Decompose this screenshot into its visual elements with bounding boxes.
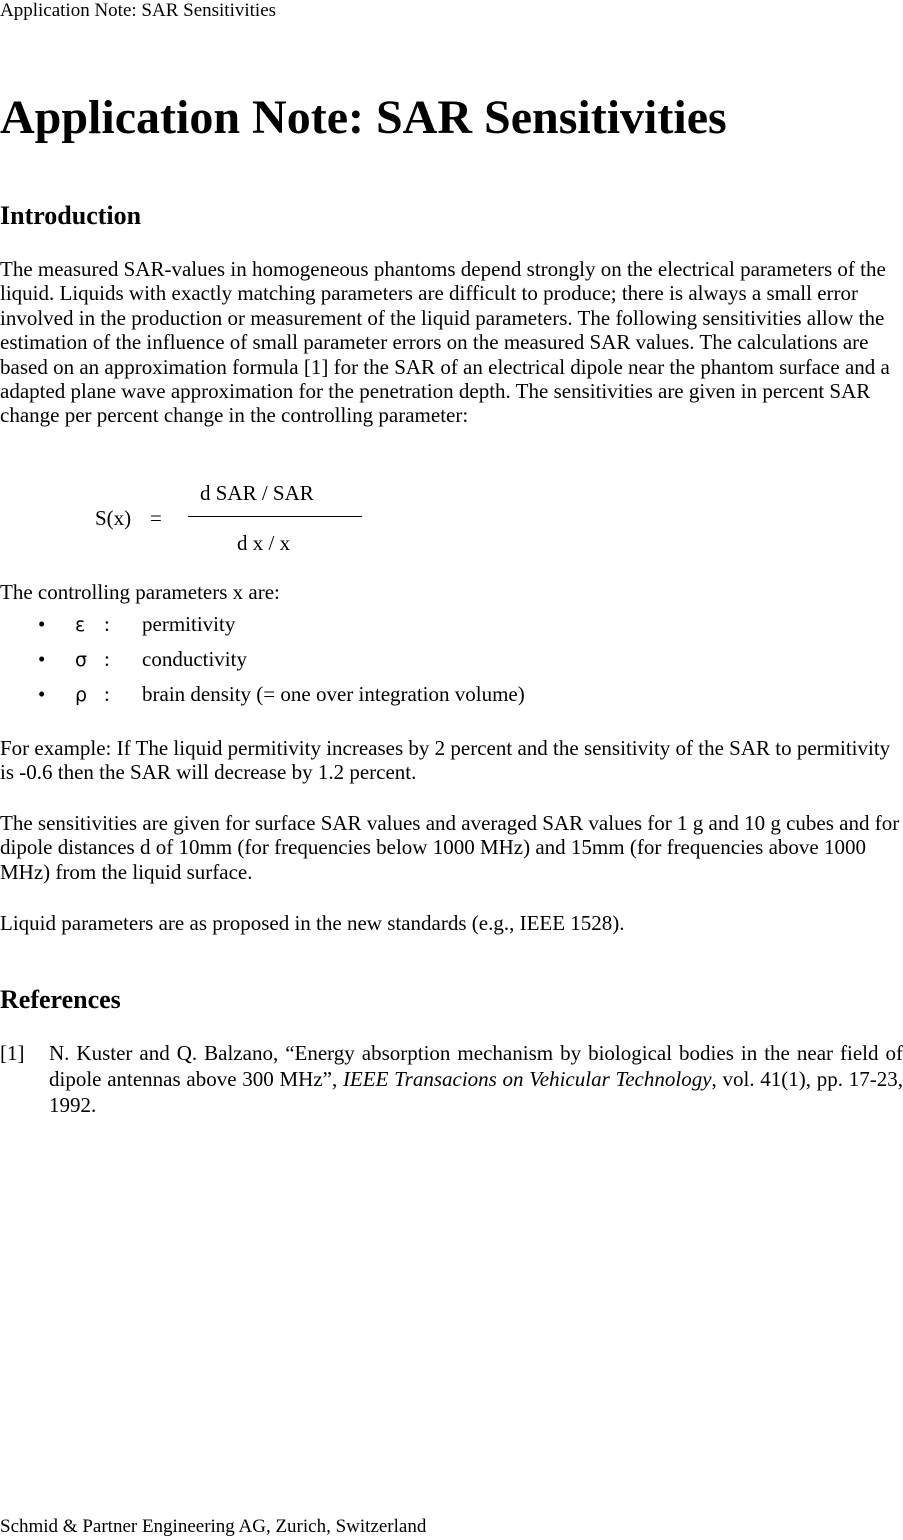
bullet-icon: • [38, 682, 46, 706]
epsilon-symbol: ε [75, 614, 86, 636]
list-item [0, 612, 903, 647]
sensitivities-paragraph: The sensitivities are given for surface SAR values and averaged SAR values for 1 g and 10 g cubes and for dipole distances d of 10mm (for frequencies below 1000 MHz) and 15mm (for frequencies above 1000 MHz) from the liquid surface. [0, 811, 900, 884]
list-colon: : [104, 612, 110, 636]
parameter-label: brain density (= one over integration volume) [142, 682, 525, 706]
reference-details: , vol. 41(1), pp. 17-23, 1992. [49, 1067, 903, 1117]
page-footer: Schmid & Partner Engineering AG, Zurich, Switzerland [0, 1516, 427, 1537]
rho-symbol: ρ [75, 684, 88, 706]
running-header: Application Note: SAR Sensitivities [0, 0, 277, 21]
introduction-paragraph: The measured SAR-values in homogeneous phantoms depend strongly on the electrical parameters of the liquid. Liquids with exactly matching parameters are difficult to produce; there is always a small error involved in the production or measurement of the liquid parameters. The following sensitivities allow the estimation of the influence of small parameter errors on the measured SAR values. The calculations are based on an approximation formula [1] for the SAR of an electrical dipole near the phantom surface and a adapted plane wave approximation for the penetration depth. The sensitivities are given in percent SAR change per percent change in the controlling parameter: [0, 257, 890, 428]
reference-text [49, 1040, 903, 1118]
example-paragraph: For example: If The liquid permitivity increases by 2 percent and the sensitivity of the SAR to permitivity is -0.6 then the SAR will decrease by 1.2 percent. [0, 736, 891, 785]
formula-equals: = [150, 506, 162, 530]
bullet-icon: • [38, 647, 46, 671]
formula-numerator: d SAR / SAR [200, 481, 314, 505]
sigma-symbol: σ [75, 649, 88, 671]
parameter-label: conductivity [142, 647, 247, 671]
document-title: Application Note: SAR Sensitivities [0, 91, 727, 144]
fraction-bar [188, 516, 362, 517]
list-item [0, 647, 903, 682]
controlling-parameters-list [0, 612, 903, 717]
reference-number: [1] [0, 1041, 25, 1065]
controlling-parameters-intro: The controlling parameters x are: [0, 580, 280, 604]
list-colon: : [104, 647, 110, 671]
reference-journal: IEEE Transacions on Vehicular Technology [342, 1067, 712, 1091]
introduction-heading: Introduction [0, 201, 142, 230]
parameter-label: permitivity [142, 612, 236, 636]
references-heading: References [0, 985, 121, 1014]
list-item [0, 682, 903, 717]
bullet-icon: • [38, 612, 46, 636]
list-colon: : [104, 682, 110, 706]
sensitivity-formula [0, 478, 903, 558]
formula-denominator: d x / x [237, 531, 291, 555]
formula-lhs: S(x) [95, 506, 132, 530]
liquid-parameters-paragraph: Liquid parameters are as proposed in the new standards (e.g., IEEE 1528). [0, 911, 625, 935]
reference-authors-title: N. Kuster and Q. Balzano, “Energy absorption mechanism by biological bodies in the near field of dipole antennas above 300 MHz”, [49, 1041, 903, 1091]
